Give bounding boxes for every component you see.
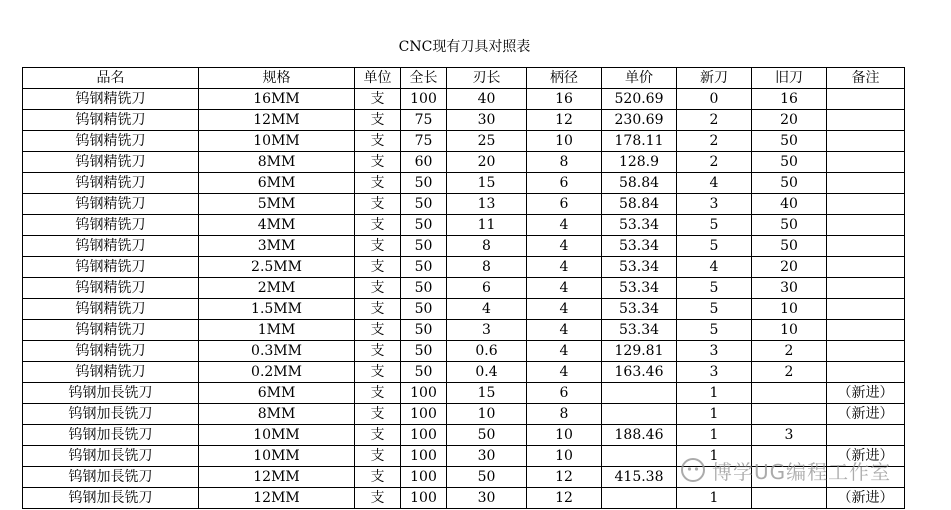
cell-note — [827, 320, 905, 341]
cell-note — [827, 215, 905, 236]
cell-shank: 4 — [527, 299, 602, 320]
cell-old: 50 — [752, 173, 827, 194]
cell-price: 520.69 — [602, 89, 677, 110]
header-blade: 刃长 — [447, 68, 527, 89]
table-title: CNC现有刀具对照表 — [398, 39, 531, 55]
cell-price — [602, 404, 677, 425]
table-row — [23, 89, 905, 110]
cell-length: 100 — [401, 404, 447, 425]
cell-name: 钨钢精铣刀 — [23, 257, 199, 278]
cell-old: 2 — [752, 341, 827, 362]
cell-length: 50 — [401, 215, 447, 236]
cell-old: 20 — [752, 257, 827, 278]
header-unit: 单位 — [355, 68, 401, 89]
cell-unit: 支 — [355, 341, 401, 362]
cell-spec: 12MM — [199, 110, 355, 131]
cell-new: 4 — [677, 173, 752, 194]
cell-price: 128.9 — [602, 152, 677, 173]
cell-new: 2 — [677, 110, 752, 131]
cell-name: 钨钢精铣刀 — [23, 215, 199, 236]
header-name: 品名 — [23, 68, 199, 89]
cell-shank: 12 — [527, 110, 602, 131]
cell-length: 50 — [401, 236, 447, 257]
table-row — [23, 341, 905, 362]
cell-name: 钨钢加長铣刀 — [23, 488, 199, 509]
cell-blade: 50 — [447, 425, 527, 446]
cell-new: 1 — [677, 425, 752, 446]
cell-length: 100 — [401, 446, 447, 467]
cell-shank: 4 — [527, 278, 602, 299]
cell-shank: 8 — [527, 404, 602, 425]
cell-unit: 支 — [355, 131, 401, 152]
cell-length: 100 — [401, 467, 447, 488]
cell-spec: 8MM — [199, 404, 355, 425]
cell-name: 钨钢精铣刀 — [23, 89, 199, 110]
cell-blade: 8 — [447, 236, 527, 257]
watermark-text: 博学UG编程工作室 — [712, 459, 892, 484]
cell-note — [827, 131, 905, 152]
cell-shank: 10 — [527, 446, 602, 467]
cell-shank: 4 — [527, 257, 602, 278]
cell-new: 5 — [677, 215, 752, 236]
cell-unit: 支 — [355, 173, 401, 194]
cell-blade: 15 — [447, 173, 527, 194]
cell-shank: 6 — [527, 383, 602, 404]
cell-length: 75 — [401, 131, 447, 152]
cell-price: 58.84 — [602, 173, 677, 194]
cell-new: 1 — [677, 383, 752, 404]
cell-spec: 0.2MM — [199, 362, 355, 383]
cell-spec: 12MM — [199, 467, 355, 488]
cell-name: 钨钢加長铣刀 — [23, 446, 199, 467]
cell-spec: 10MM — [199, 131, 355, 152]
cell-price: 230.69 — [602, 110, 677, 131]
cell-note — [827, 425, 905, 446]
cell-name: 钨钢精铣刀 — [23, 362, 199, 383]
table-row — [23, 236, 905, 257]
cell-old: 50 — [752, 131, 827, 152]
cell-note: （新进） — [827, 446, 905, 467]
cell-spec: 12MM — [199, 488, 355, 509]
cell-old: 50 — [752, 215, 827, 236]
cell-old: 16 — [752, 89, 827, 110]
cell-unit: 支 — [355, 152, 401, 173]
cell-blade: 13 — [447, 194, 527, 215]
cell-note — [827, 257, 905, 278]
header-new: 新刀 — [677, 68, 752, 89]
cell-blade: 20 — [447, 152, 527, 173]
table-row — [23, 383, 905, 404]
header-length: 全长 — [401, 68, 447, 89]
cell-spec: 8MM — [199, 152, 355, 173]
cell-new: 5 — [677, 320, 752, 341]
cell-note — [827, 362, 905, 383]
cell-spec: 2MM — [199, 278, 355, 299]
cell-old: 40 — [752, 194, 827, 215]
cell-note — [827, 194, 905, 215]
header-price: 单价 — [602, 68, 677, 89]
cell-new: 2 — [677, 131, 752, 152]
cell-new: 4 — [677, 257, 752, 278]
cell-unit: 支 — [355, 278, 401, 299]
cell-name: 钨钢精铣刀 — [23, 299, 199, 320]
cell-old: 20 — [752, 110, 827, 131]
cell-price: 415.38 — [602, 467, 677, 488]
cell-price: 178.11 — [602, 131, 677, 152]
cell-note — [827, 110, 905, 131]
cell-length: 50 — [401, 362, 447, 383]
table-row — [23, 320, 905, 341]
cell-new: 5 — [677, 236, 752, 257]
cell-shank: 10 — [527, 425, 602, 446]
cell-spec: 10MM — [199, 446, 355, 467]
cell-name: 钨钢精铣刀 — [23, 194, 199, 215]
cell-note — [827, 299, 905, 320]
cell-old: 30 — [752, 278, 827, 299]
cell-new: 0 — [677, 89, 752, 110]
cell-spec: 5MM — [199, 194, 355, 215]
cell-shank: 4 — [527, 341, 602, 362]
cell-note — [827, 278, 905, 299]
cell-spec: 3MM — [199, 236, 355, 257]
cell-unit: 支 — [355, 320, 401, 341]
cell-spec: 1MM — [199, 320, 355, 341]
cell-price: 53.34 — [602, 236, 677, 257]
cell-shank: 16 — [527, 89, 602, 110]
cell-shank: 12 — [527, 488, 602, 509]
cell-unit: 支 — [355, 110, 401, 131]
cell-length: 50 — [401, 320, 447, 341]
cell-new: 1 — [677, 446, 752, 467]
cell-shank: 10 — [527, 131, 602, 152]
cell-name: 钨钢加長铣刀 — [23, 425, 199, 446]
cell-note — [827, 173, 905, 194]
cell-blade: 11 — [447, 215, 527, 236]
cell-blade: 0.4 — [447, 362, 527, 383]
cell-name: 钨钢加長铣刀 — [23, 467, 199, 488]
cell-blade: 25 — [447, 131, 527, 152]
cell-price: 58.84 — [602, 194, 677, 215]
cell-length: 75 — [401, 110, 447, 131]
cell-spec: 10MM — [199, 425, 355, 446]
cell-unit: 支 — [355, 215, 401, 236]
cell-blade: 0.6 — [447, 341, 527, 362]
cell-blade: 30 — [447, 446, 527, 467]
cell-price: 53.34 — [602, 257, 677, 278]
cell-blade: 30 — [447, 488, 527, 509]
cell-note — [827, 89, 905, 110]
cell-spec: 16MM — [199, 89, 355, 110]
cell-unit: 支 — [355, 488, 401, 509]
cell-old — [752, 383, 827, 404]
cell-new: 5 — [677, 299, 752, 320]
cell-unit: 支 — [355, 194, 401, 215]
cell-blade: 50 — [447, 467, 527, 488]
cell-length: 100 — [401, 383, 447, 404]
cell-unit: 支 — [355, 467, 401, 488]
cell-spec: 0.3MM — [199, 341, 355, 362]
cell-new: 1 — [677, 404, 752, 425]
table-row — [23, 488, 905, 509]
watermark — [680, 455, 930, 485]
cell-spec: 1.5MM — [199, 299, 355, 320]
cell-shank: 4 — [527, 320, 602, 341]
cell-length: 60 — [401, 152, 447, 173]
cell-new: 1 — [677, 488, 752, 509]
table-row — [23, 299, 905, 320]
cell-shank: 4 — [527, 236, 602, 257]
cell-note — [827, 152, 905, 173]
cell-shank: 6 — [527, 194, 602, 215]
cell-blade: 4 — [447, 299, 527, 320]
cell-note — [827, 236, 905, 257]
cell-name: 钨钢精铣刀 — [23, 278, 199, 299]
cell-name: 钨钢精铣刀 — [23, 341, 199, 362]
cell-shank: 4 — [527, 215, 602, 236]
cell-unit: 支 — [355, 299, 401, 320]
cell-name: 钨钢精铣刀 — [23, 173, 199, 194]
cell-price: 53.34 — [602, 215, 677, 236]
cell-blade: 3 — [447, 320, 527, 341]
cell-length: 50 — [401, 257, 447, 278]
cell-old: 3 — [752, 425, 827, 446]
cell-name: 钨钢精铣刀 — [23, 152, 199, 173]
header-note: 备注 — [827, 68, 905, 89]
cell-old: 10 — [752, 320, 827, 341]
cell-name: 钨钢精铣刀 — [23, 236, 199, 257]
cell-price: 163.46 — [602, 362, 677, 383]
table-row — [23, 215, 905, 236]
cell-shank: 8 — [527, 152, 602, 173]
cell-length: 100 — [401, 425, 447, 446]
cell-name: 钨钢加長铣刀 — [23, 383, 199, 404]
cell-unit: 支 — [355, 425, 401, 446]
header-old: 旧刀 — [752, 68, 827, 89]
cell-shank: 4 — [527, 362, 602, 383]
table-row — [23, 152, 905, 173]
table-row — [23, 362, 905, 383]
cell-price: 129.81 — [602, 341, 677, 362]
cell-unit: 支 — [355, 404, 401, 425]
cell-price — [602, 488, 677, 509]
cell-name: 钨钢加長铣刀 — [23, 404, 199, 425]
cell-blade: 40 — [447, 89, 527, 110]
cell-price — [602, 383, 677, 404]
cell-new: 5 — [677, 278, 752, 299]
cell-unit: 支 — [355, 89, 401, 110]
table-row — [23, 404, 905, 425]
cell-price — [602, 446, 677, 467]
cell-unit: 支 — [355, 446, 401, 467]
cell-name: 钨钢精铣刀 — [23, 131, 199, 152]
cell-price: 188.46 — [602, 425, 677, 446]
cell-length: 50 — [401, 173, 447, 194]
cell-spec: 6MM — [199, 383, 355, 404]
cell-blade: 6 — [447, 278, 527, 299]
cell-spec: 6MM — [199, 173, 355, 194]
cell-name: 钨钢精铣刀 — [23, 110, 199, 131]
cell-new: 3 — [677, 362, 752, 383]
cell-note — [827, 341, 905, 362]
cell-price: 53.34 — [602, 278, 677, 299]
cell-price: 53.34 — [602, 299, 677, 320]
cell-spec: 2.5MM — [199, 257, 355, 278]
cell-old: 50 — [752, 236, 827, 257]
cell-blade: 8 — [447, 257, 527, 278]
cell-unit: 支 — [355, 236, 401, 257]
cell-length: 50 — [401, 341, 447, 362]
cell-name: 钨钢精铣刀 — [23, 320, 199, 341]
cell-length: 100 — [401, 488, 447, 509]
cell-old: 2 — [752, 362, 827, 383]
cell-shank: 6 — [527, 173, 602, 194]
table-row — [23, 131, 905, 152]
table-row — [23, 278, 905, 299]
table-row — [23, 425, 905, 446]
cell-note: （新进） — [827, 383, 905, 404]
table-row — [23, 110, 905, 131]
header-shank: 柄径 — [527, 68, 602, 89]
cell-shank: 12 — [527, 467, 602, 488]
cell-note: （新进） — [827, 488, 905, 509]
cell-length: 50 — [401, 194, 447, 215]
header-row — [23, 68, 905, 89]
cell-old: 50 — [752, 152, 827, 173]
table-row — [23, 257, 905, 278]
cell-blade: 15 — [447, 383, 527, 404]
table-row — [23, 194, 905, 215]
cell-unit: 支 — [355, 362, 401, 383]
cell-old — [752, 404, 827, 425]
cell-blade: 30 — [447, 110, 527, 131]
table-row — [23, 173, 905, 194]
cell-new: 2 — [677, 152, 752, 173]
wechat-icon — [680, 457, 706, 483]
cell-length: 50 — [401, 278, 447, 299]
cell-length: 50 — [401, 299, 447, 320]
cell-unit: 支 — [355, 383, 401, 404]
cell-spec: 4MM — [199, 215, 355, 236]
cell-unit: 支 — [355, 257, 401, 278]
cell-new: 3 — [677, 341, 752, 362]
header-spec: 规格 — [199, 68, 355, 89]
cell-old — [752, 488, 827, 509]
cell-length: 100 — [401, 89, 447, 110]
cell-blade: 10 — [447, 404, 527, 425]
cell-price: 53.34 — [602, 320, 677, 341]
cell-old: 10 — [752, 299, 827, 320]
cell-note: （新进） — [827, 404, 905, 425]
tool-table — [22, 67, 905, 509]
cell-new: 3 — [677, 194, 752, 215]
